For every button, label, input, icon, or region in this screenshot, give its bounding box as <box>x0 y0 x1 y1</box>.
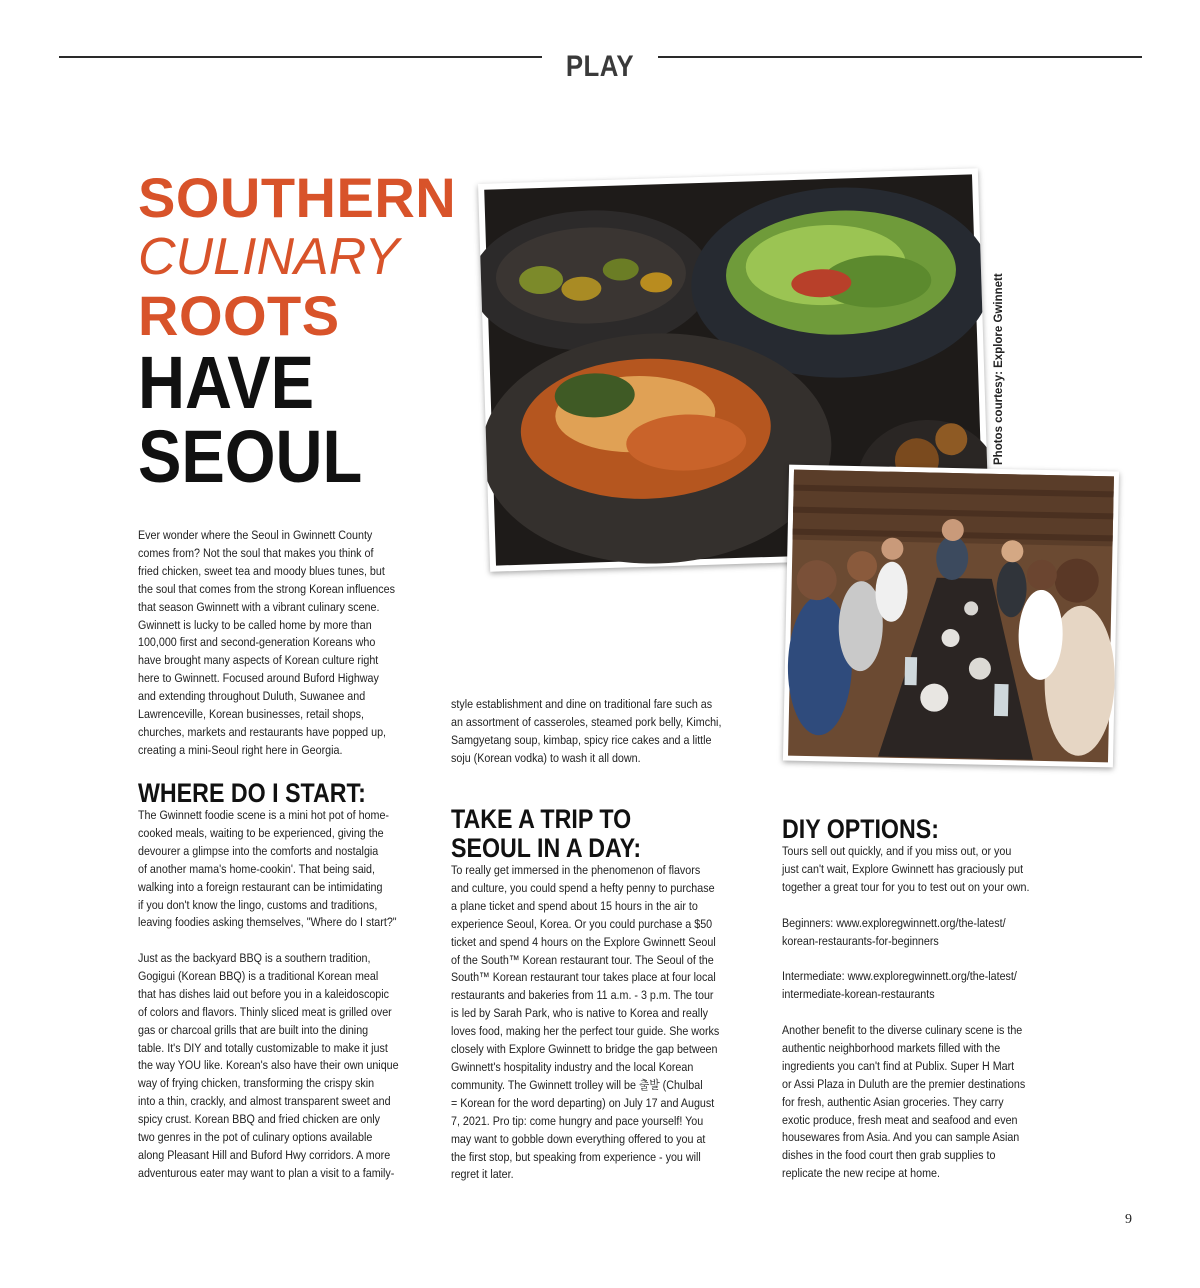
trip-paragraph: To really get immersed in the phenomenon of flavors and culture, you could spend a hefty penny to purchase a plane ticket and spend about 15 hours in the air to experience Seoul, Korea. Or you could purchase a $50 ticket and spend 4 hours on the Explore Gwinnett Seoul of the South™ Korean restaurant tour. The Seoul of the South™ Korean restaurant tour takes place at four local restaurants and bakeries from 11 a.m. - 3 p.m. The tour is led by Sarah Park, who is native to Korea and really loves food, making her the perfect tour guide. She works closely with Explore Gwinnett to bridge the gap between Gwinnett's hospitality industry and the local Korean community. The Gwinnett trolley will be 출발 (Chulbal = Korean for the word departing) on July 17 and August 7, 2021. Pro tip: come hungry and pace yourself! You may want to gobble down everything offered to you at the first stop, but speaking from experience - you will regret it later. <box>451 863 720 1182</box>
headline-line-roots: ROOTS <box>138 284 340 347</box>
trip-heading: TAKE A TRIP TO SEOUL IN A DAY: <box>451 804 642 863</box>
continuation-paragraph: style establishment and dine on traditional fare such as an assortment of casseroles, steamed pork belly, Kimchi, Samgyetang soup, kimbap, spicy rice cakes and a little soju (Korean vodka) to wash it all down. <box>451 697 722 765</box>
where-start-paragraph-2: Just as the backyard BBQ is a southern tradition, Gogigui (Korean BBQ) is a traditional Korean meal that has dishes laid out before you in a kaleidoscopic of colors and flavors. Thinly sliced meat is grilled over gas or charcoal grills that are built into the dining table. It's DIY and totally customizable to make it just the way YOU like. Korean's also have their own unique way of frying chicken, transforming the crispy skin into a thin, crackly, and almost transparent sweet and spicy crust. Korean BBQ and fried chicken are only two genres in the pot of culinary options available along Pleasant Hill and Buford Hwy corridors. A more adventurous eater may want to plan a visit to a family- <box>138 951 399 1180</box>
diy-beginners-link[interactable]: Beginners: www.exploregwinnett.org/the-latest/ korean-restaurants-for-beginners <box>782 916 1006 948</box>
photo-diners-table <box>783 465 1119 768</box>
article-headline <box>138 166 457 498</box>
headline-line-seoul: SEOUL <box>138 415 363 498</box>
page-number: 9 <box>1125 1212 1132 1227</box>
headline-line-have: HAVE <box>138 341 315 424</box>
diy-intermediate-link[interactable]: Intermediate: www.exploregwinnett.org/the-latest/ intermediate-korean-restaurants <box>782 969 1017 1001</box>
header-rule-right <box>658 56 1142 58</box>
section-label: PLAY <box>565 50 635 83</box>
where-start-heading: WHERE DO I START: <box>138 778 366 808</box>
diy-paragraph-2: Another benefit to the diverse culinary scene is the authentic neighborhood markets filled with the ingredients you can't find at Publix. Super H Mart or Assi Plaza in Duluth are the premier destinations for fresh, authentic Asian groceries. They carry exotic produce, fresh meat and seafood and even housewares from Asia. And you can sample Asian dishes in the food court then grab supplies to replicate the new recipe at home. <box>782 1023 1026 1181</box>
photo-credit: Photos courtesy: Explore Gwinnett <box>993 273 1005 465</box>
diy-heading: DIY OPTIONS: <box>782 814 939 844</box>
where-start-paragraph-1: The Gwinnett foodie scene is a mini hot pot of home- cooked meals, waiting to be experienced, giving the devourer a glimpse into the comforts and nostalgia of another mama's home-cookin'. That being said, walking into a foreign restaurant can be intimidating if you don't know the lingo, customs and traditions, leaving foodies asking themselves, "Where do I start?" <box>138 808 397 930</box>
headline-line-southern: SOUTHERN <box>138 166 457 229</box>
intro-paragraph: Ever wonder where the Seoul in Gwinnett County comes from? Not the soul that makes you think of fried chicken, sweet tea and moody blues tunes, but the soul that comes from the strong Korean influences that season Gwinnett with a vibrant culinary scene. Gwinnett is lucky to be called home by more than 100,000 first and second-generation Koreans who have brought many aspects of Korean culture right here to Gwinnett. Focused around Buford Highway and extending throughout Duluth, Suwanee and Lawrenceville, Korean businesses, retail shops, churches, markets and restaurants have popped up, creating a mini-Seoul right here in Georgia. <box>138 528 395 757</box>
diy-paragraph-1: Tours sell out quickly, and if you miss out, or you just can't wait, Explore Gwinnett has graciously put together a great tour for you to test out on your own. <box>782 844 1030 894</box>
header-rule-left <box>59 56 542 58</box>
headline-line-culinary: CULINARY <box>138 228 400 286</box>
